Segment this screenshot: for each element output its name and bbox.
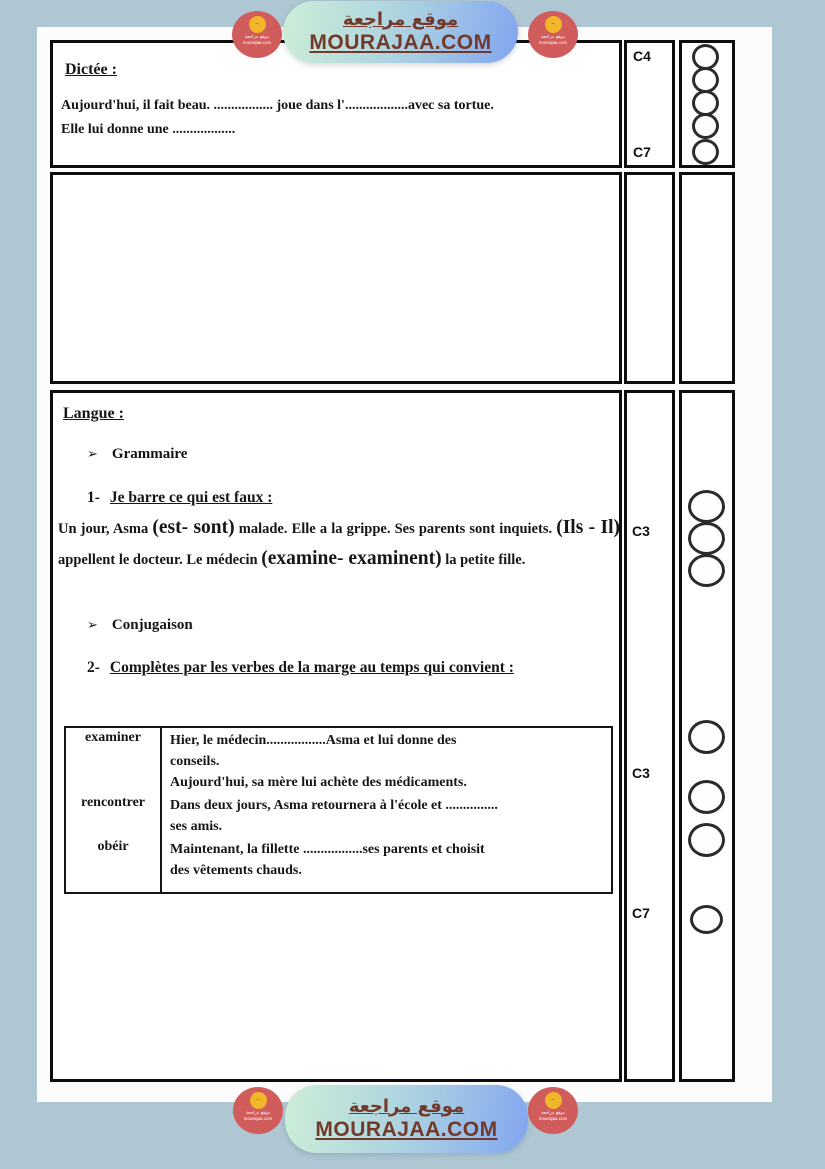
logo-domain-text: mourajaa.com xyxy=(243,1115,273,1121)
margin-verb: rencontrer xyxy=(66,793,162,837)
competency-label-c7: C7 xyxy=(633,144,651,160)
competency-label-c3: C3 xyxy=(632,523,650,539)
score-circle-group xyxy=(682,43,732,165)
grammaire-text-segment: appellent le docteur. Le médecin xyxy=(58,552,262,568)
logo-arabic-text: موقع مراجعة xyxy=(540,1111,566,1116)
dictee-text-line: Aujourd'hui, il fait beau. ................. joue dans l'..................avec sa tortue. xyxy=(61,98,494,113)
sentence-lines xyxy=(162,728,611,793)
footer-brand-banner xyxy=(285,1085,528,1153)
logo-sun-icon: ~ xyxy=(250,1092,267,1109)
margin-verb: examiner xyxy=(66,728,162,793)
margin-verb-empty xyxy=(66,881,162,892)
conjugation-table-row xyxy=(66,837,611,881)
sentence-line: Maintenant, la fillette .................ses parents et choisit xyxy=(170,842,485,857)
sentence-line: ses amis. xyxy=(170,819,223,834)
arrow-bullet-icon: ➢ xyxy=(87,618,98,633)
grammaire-exercise-text xyxy=(58,513,620,575)
conjugation-table xyxy=(64,726,613,894)
sentence-line: conseils. xyxy=(170,754,220,769)
score-column-langue xyxy=(679,390,735,1082)
mourajaa-logo-badge xyxy=(528,1087,578,1134)
exercise2-instruction-text: Complètes par les verbes de la marge au temps qui convient : xyxy=(109,659,514,676)
logo-arabic-text: موقع مراجعة xyxy=(245,1111,271,1116)
grammaire-text-segment: Un jour, Asma xyxy=(58,521,153,537)
grammaire-heading-label: Grammaire xyxy=(111,446,188,462)
score-circle xyxy=(690,905,723,934)
dictee-writing-area xyxy=(50,172,622,384)
sentence-line: Dans deux jours, Asma retournera à l'école et ............... xyxy=(170,798,498,813)
sentence-line: des vêtements chauds. xyxy=(170,863,302,878)
sentence-line: Hier, le médecin.................Asma et lui donne des xyxy=(170,733,457,748)
langue-title: Langue : xyxy=(63,405,124,422)
header-brand-banner xyxy=(283,1,518,63)
margin-verb: obéir xyxy=(66,837,162,881)
conjugation-table-filler-row xyxy=(66,881,611,892)
logo-domain-text: mourajaa.com xyxy=(242,39,272,45)
exercise1-instruction-text: Je barre ce qui est faux : xyxy=(109,489,273,506)
logo-sun-icon: ~ xyxy=(249,16,266,33)
sentence-line: Aujourd'hui, sa mère lui achète des médicaments. xyxy=(170,775,467,790)
competency-label-c4: C4 xyxy=(633,48,651,64)
competency-column-langue xyxy=(624,390,675,1082)
footer-site-name: MOURAJAA.COM xyxy=(315,1118,498,1142)
conjugation-table-row xyxy=(66,793,611,837)
langue-section xyxy=(50,390,622,1082)
logo-domain-text: mourajaa.com xyxy=(538,39,568,45)
grammaire-text-segment: la petite fille. xyxy=(441,552,526,568)
exercise2-number: 2- xyxy=(87,659,100,676)
sentence-lines xyxy=(162,837,611,881)
logo-sun-icon: ~ xyxy=(545,1092,562,1109)
grammaire-text-segment: (est- sont) xyxy=(152,517,235,538)
competency-label-c7: C7 xyxy=(632,905,650,921)
score-column-writing xyxy=(679,172,735,384)
conjugaison-heading xyxy=(87,617,193,634)
competency-label-c3: C3 xyxy=(632,765,650,781)
dictee-text-line: Elle lui donne une .................. xyxy=(61,122,236,137)
score-circle-group xyxy=(682,393,732,1079)
exercise1-instruction xyxy=(87,489,272,507)
competency-column-writing xyxy=(624,172,675,384)
sentence-lines-empty xyxy=(162,881,611,892)
mourajaa-logo-badge xyxy=(528,11,578,58)
competency-column-dictee xyxy=(624,40,675,168)
grammaire-text-segment: (Ils - Il) xyxy=(556,517,620,538)
logo-sun-icon: ~ xyxy=(545,16,562,33)
header-site-name-arabic: موقع مراجعة xyxy=(342,8,459,30)
score-circle xyxy=(692,113,719,139)
arrow-bullet-icon: ➢ xyxy=(87,447,98,462)
exercise2-instruction xyxy=(87,655,567,680)
logo-arabic-text: موقع مراجعة xyxy=(244,35,270,40)
conjugaison-heading-label: Conjugaison xyxy=(111,617,193,633)
logo-domain-text: mourajaa.com xyxy=(538,1115,568,1121)
footer-site-name-arabic: موقع مراجعة xyxy=(348,1095,465,1117)
logo-arabic-text: موقع مراجعة xyxy=(540,35,566,40)
sentence-lines xyxy=(162,793,611,837)
dictee-title: Dictée : xyxy=(65,61,117,78)
header-site-name: MOURAJAA.COM xyxy=(309,31,492,55)
conjugation-table-row xyxy=(66,728,611,793)
mourajaa-logo-badge xyxy=(233,1087,283,1134)
grammaire-heading xyxy=(87,446,187,463)
grammaire-text-segment: (examine- examinent) xyxy=(261,548,442,569)
grammaire-text-segment: malade. Elle a la grippe. Ses parents sont inquiets. xyxy=(234,521,557,537)
score-circle xyxy=(692,139,719,165)
mourajaa-logo-badge xyxy=(232,11,282,58)
exercise1-number: 1- xyxy=(87,489,100,506)
score-column-dictee xyxy=(679,40,735,168)
